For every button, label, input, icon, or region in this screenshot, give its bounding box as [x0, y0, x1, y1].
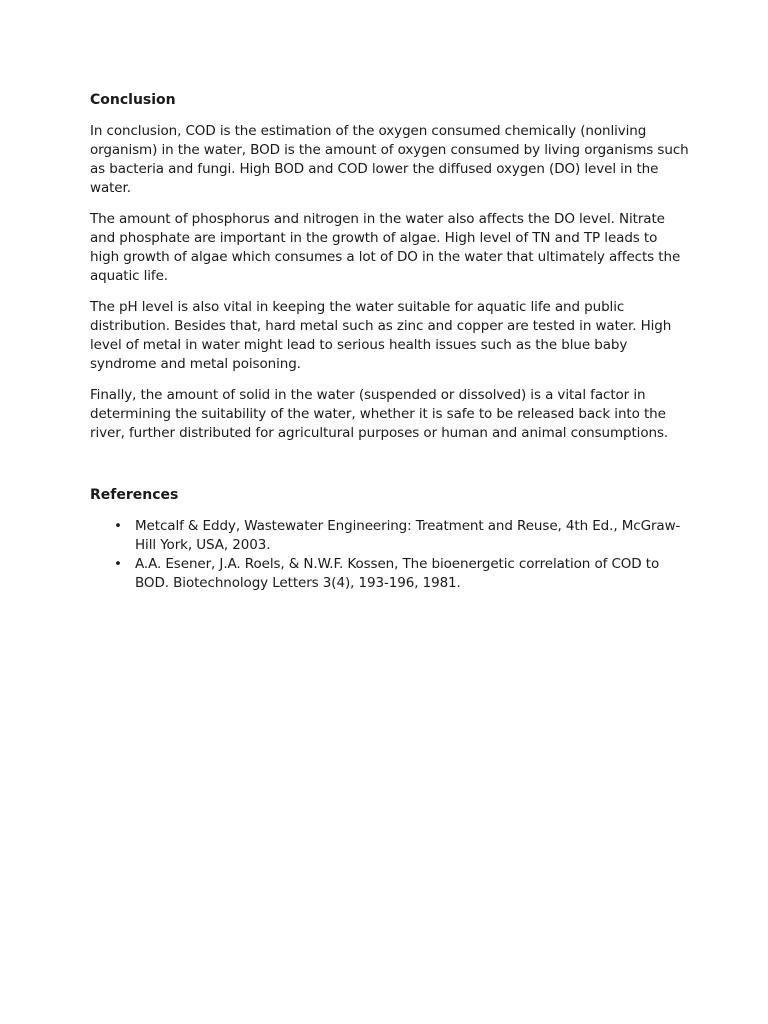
- reference-text-1: Metcalf & Eddy, Wastewater Engineering: Treatment and Reuse, 4th Ed., McGraw-Hill York, USA, 2003.: [135, 518, 681, 553]
- references-heading: References: [90, 487, 179, 503]
- conclusion-heading: Conclusion: [90, 92, 176, 108]
- bullet-icon: •: [114, 518, 122, 534]
- conclusion-paragraph-2: The amount of phosphorus and nitrogen in the water also affects the DO level. Nitrate and phosphate are important in the growth of algae. High level of TN and TP leads to high growth of algae which consumes a lot of DO in the water that ultimately affects the aquatic life.: [90, 211, 681, 284]
- reference-item-2: [90, 555, 690, 593]
- bullet-icon: •: [114, 556, 122, 572]
- conclusion-paragraph-4: Finally, the amount of solid in the water (suspended or dissolved) is a vital factor in determining the suitability of the water, whether it is safe to be released back into the river, further distributed for agricultural purposes or human and animal consumptions.: [90, 387, 669, 441]
- reference-item-1: [90, 517, 690, 555]
- reference-text-2: A.A. Esener, J.A. Roels, & N.W.F. Kossen, The bioenergetic correlation of COD to BOD. Biotechnology Letters 3(4), 193-196, 1981.: [135, 556, 660, 591]
- conclusion-paragraph-1: In conclusion, COD is the estimation of the oxygen consumed chemically (nonliving organism) in the water, BOD is the amount of oxygen consumed by living organisms such as bacteria and fungi. High BOD and COD lower the diffused oxygen (DO) level in the water.: [90, 123, 689, 196]
- conclusion-paragraph-3: The pH level is also vital in keeping the water suitable for aquatic life and public distribution. Besides that, hard metal such as zinc and copper are tested in water. High level of metal in water might lead to serious health issues such as the blue baby syndrome and metal poisoning.: [90, 299, 672, 372]
- document-page: [90, 90, 690, 593]
- references-list: [90, 517, 690, 593]
